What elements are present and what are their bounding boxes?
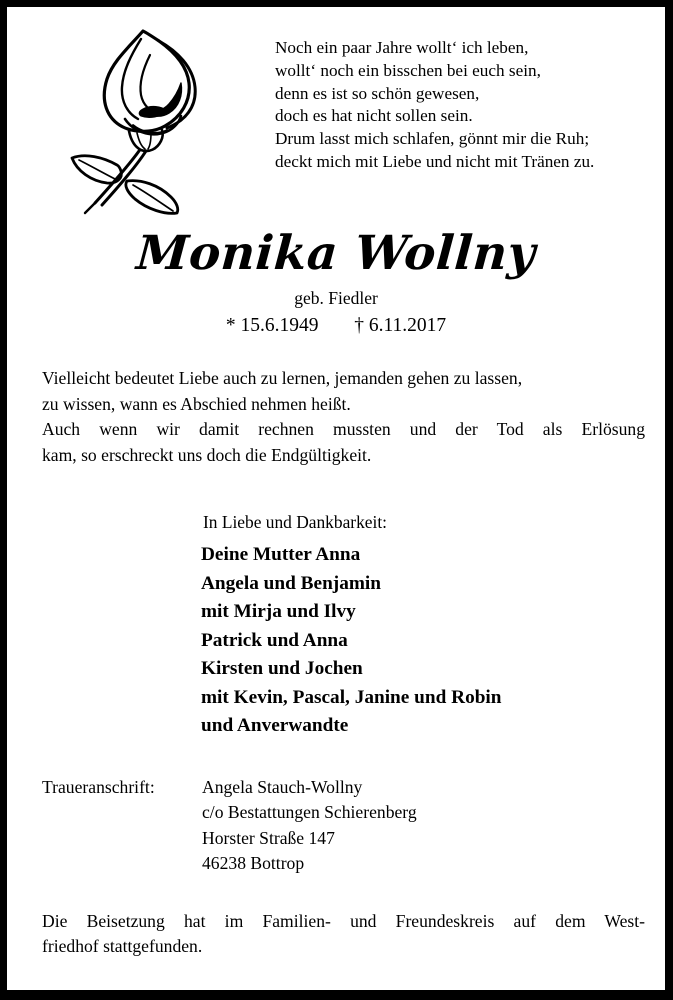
tribute-text — [42, 366, 645, 468]
poem-line: Noch ein paar Jahre wollt‘ ich leben, — [275, 38, 529, 57]
notice-header — [7, 7, 665, 212]
address-line: Angela Stauch-Wollny — [202, 776, 363, 797]
dedication-block — [203, 510, 665, 741]
family-member: Deine Mutter Anna — [201, 544, 361, 565]
poem-line: doch es hat nicht sollen sein. — [275, 106, 473, 126]
family-member: Kirsten und Jochen — [201, 658, 363, 679]
family-member: mit Kevin, Pascal, Janine und Robin — [201, 686, 502, 708]
poem-line: wollt‘ noch ein bisschen bei euch sein, — [275, 60, 541, 80]
rose-icon — [55, 21, 230, 216]
family-member-list — [201, 541, 665, 741]
deceased-name: Monika Wollny — [134, 226, 538, 281]
notice-content — [7, 7, 665, 990]
address-line: 46238 Bottrop — [202, 853, 305, 873]
maiden-name: geb. Fiedler — [294, 288, 378, 308]
closing-line-2: friedhof stattgefunden. — [42, 936, 203, 956]
family-member: mit Mirja und Ilvy — [201, 601, 356, 622]
poem-line: denn es ist so schön gewesen, — [275, 83, 480, 103]
birth-symbol: * — [225, 315, 236, 336]
closing-line-1: Die Beisetzung hat im Familien- und Freundeskreis auf dem West- — [42, 910, 645, 931]
address-line: Horster Straße 147 — [202, 827, 335, 848]
tribute-paragraph-2-line-2: kam, so erschreckt uns doch die Endgültigkeit. — [42, 444, 372, 465]
address-label: Traueranschrift: — [42, 776, 155, 797]
address-line: c/o Bestattungen Schierenberg — [202, 802, 417, 822]
life-dates — [7, 312, 665, 340]
dedication-heading: In Liebe und Dankbarkeit: — [203, 512, 387, 532]
deceased-name-block — [7, 226, 665, 340]
family-member: und Anverwandte — [201, 715, 349, 736]
poem-line: Drum lasst mich schlafen, gönnt mir die Ruh; — [275, 129, 590, 149]
birth-date: 15.6.1949 — [240, 315, 319, 336]
mourning-address-block — [42, 775, 665, 877]
poem-line: deckt mich mit Liebe und nicht mit Tränen zu. — [275, 151, 595, 171]
address-lines — [202, 775, 665, 877]
closing-note — [42, 909, 645, 960]
family-member: Patrick und Anna — [201, 629, 348, 651]
tribute-paragraph-1-line-2: zu wissen, wann es Abschied nehmen heißt. — [42, 393, 351, 414]
poem-verse — [275, 37, 594, 174]
tribute-paragraph-2-line-1: Auch wenn wir damit rechnen mussten und der Tod als Erlösung — [42, 419, 645, 439]
death-symbol: † — [354, 315, 364, 336]
family-member: Angela und Benjamin — [201, 572, 381, 594]
death-date: 6.11.2017 — [368, 315, 447, 336]
tribute-paragraph-1-line-1: Vielleicht bedeutet Liebe auch zu lernen, jemanden gehen zu lassen, — [42, 368, 523, 388]
